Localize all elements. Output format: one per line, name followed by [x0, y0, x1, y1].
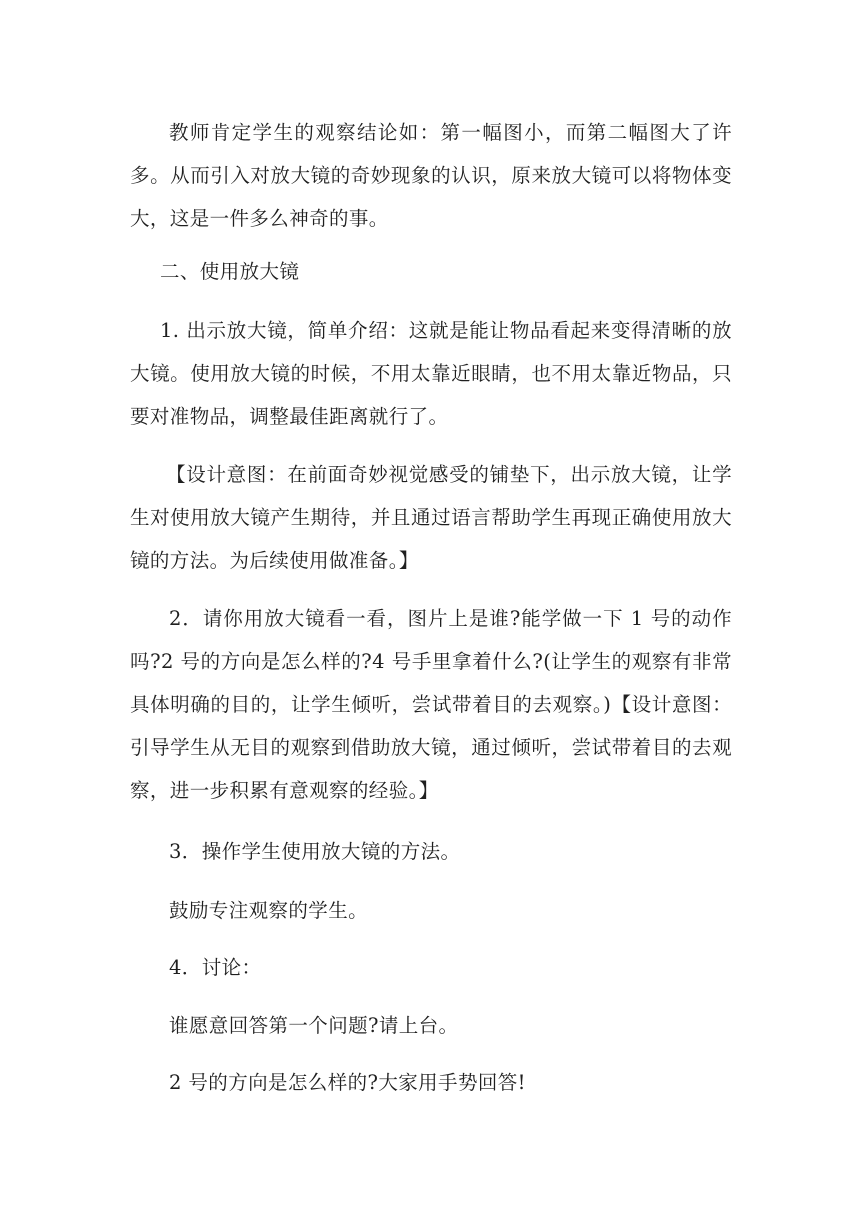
paragraph-encourage: 鼓励专注观察的学生。 [169, 899, 369, 922]
section-heading-use-magnifier: 二、使用放大镜 [160, 260, 300, 283]
paragraph-step-1: 1. 出示放大镜，简单介绍：这就是能让物品看起来变得清晰的放大镜。使用放大镜的时候，不用太靠近眼睛，也不用太靠近物品，只要对准物品，调整最佳距离就行了。 [130, 319, 732, 428]
paragraph-design-intent-1: 【设计意图：在前面奇妙视觉感受的铺垫下，出示放大镜，让学生对使用放大镜产生期待，并且通过语言帮助学生再现正确使用放大镜的方法。为后续使用做准备。】 [130, 463, 732, 572]
paragraph-intro-conclusion: 教师肯定学生的观察结论如：第一幅图小，而第二幅图大了许多。从而引入对放大镜的奇妙现象的认识，原来放大镜可以将物体变大，这是一件多么神奇的事。 [130, 121, 732, 230]
paragraph-step-2: 2．请你用放大镜看一看，图片上是谁?能学做一下 1 号的动作吗?2 号的方向是怎么样的?4 号手里拿着什么?(让学生的观察有非常具体明确的目的，让学生倾听，尝试带着目的去观察。)【设计意图：引导学生从无目的观察到借助放大镜，通过倾听，尝试带着目的去观察，进一步积累有意观察的经验。】 [130, 607, 732, 802]
paragraph-step-4: 4．讨论： [169, 956, 262, 979]
paragraph-question-1: 谁愿意回答第一个问题?请上台。 [169, 1014, 459, 1037]
paragraph-step-3: 3．操作学生使用放大镜的方法。 [169, 840, 461, 863]
paragraph-question-2: 2 号的方向是怎么样的?大家用手势回答! [169, 1071, 526, 1094]
